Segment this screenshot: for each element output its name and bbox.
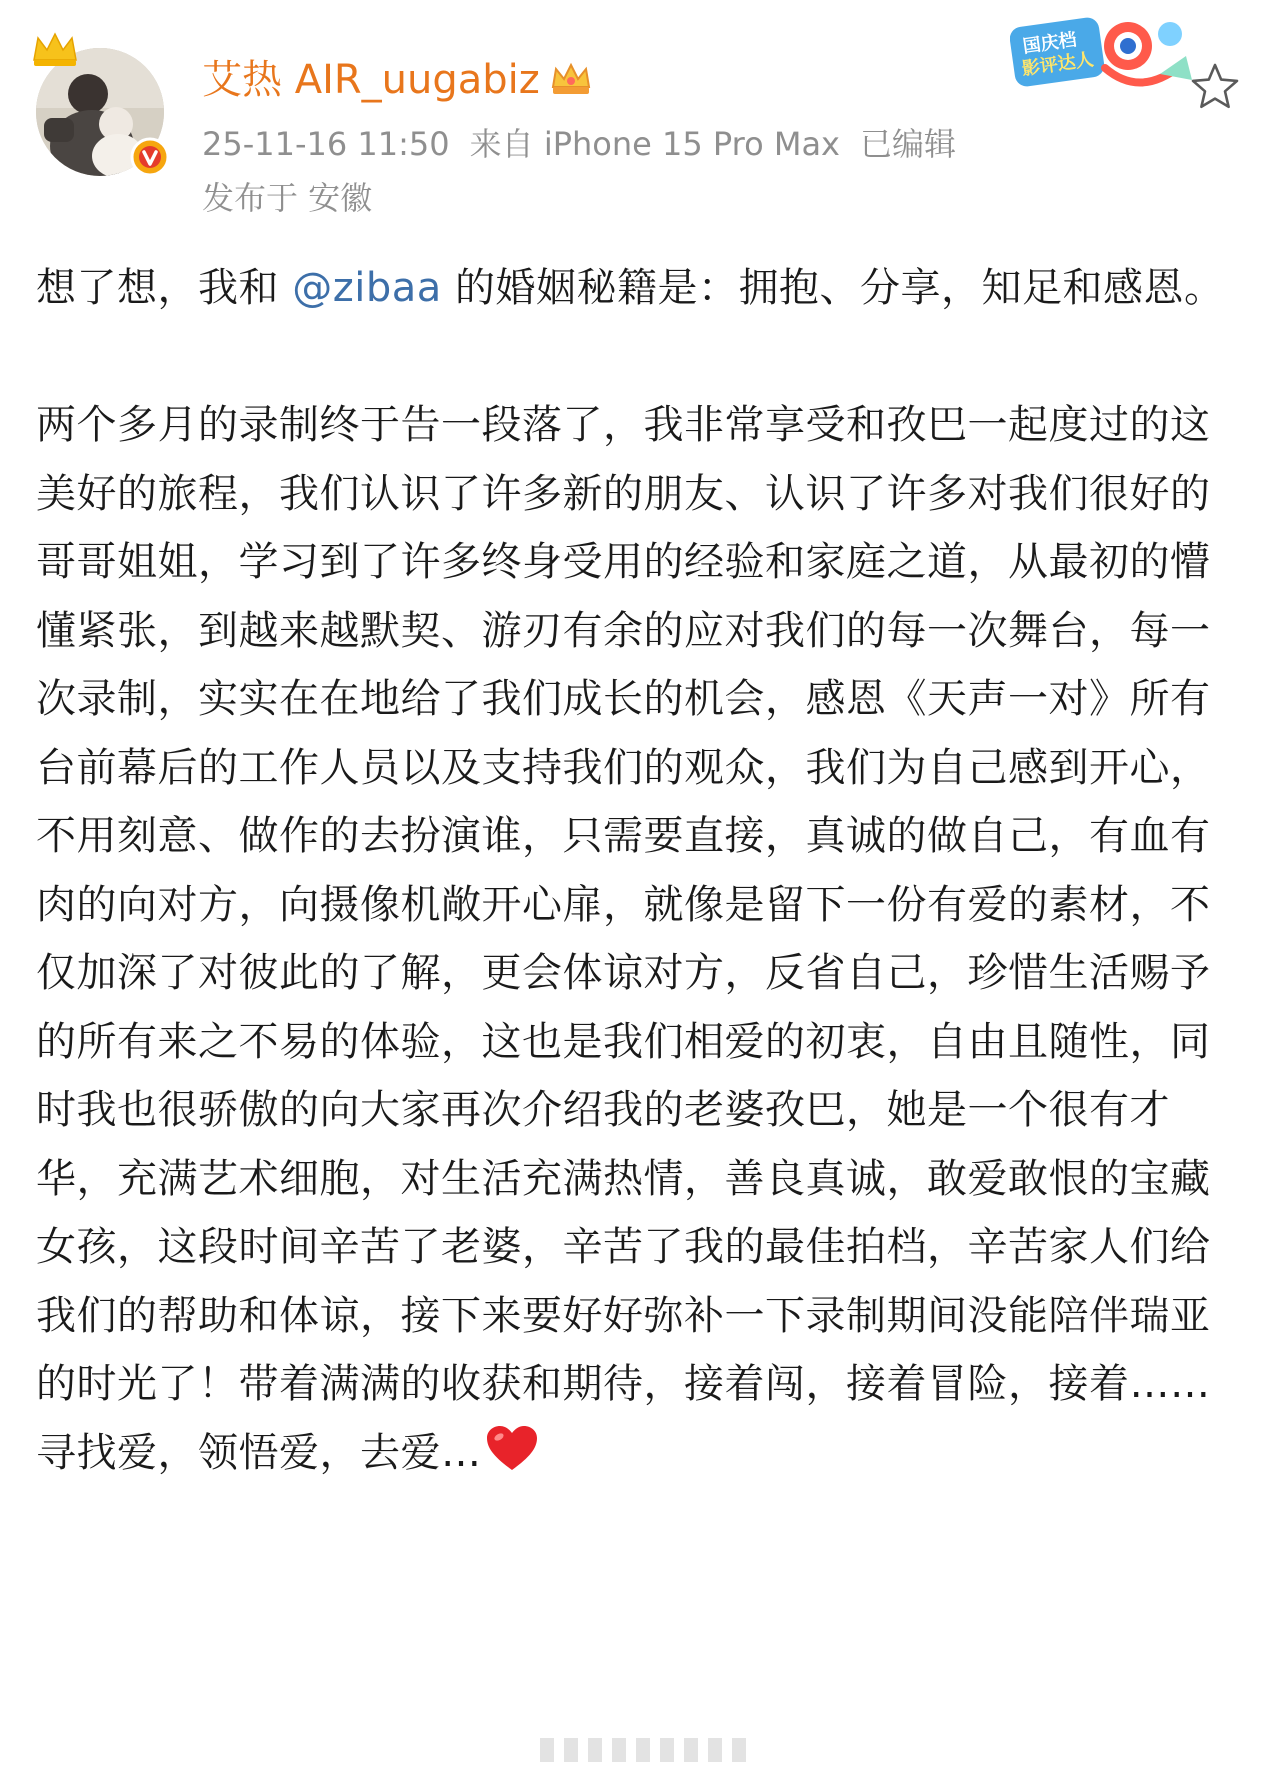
mention-link[interactable]: @zibaa xyxy=(292,265,442,311)
red-heart-icon xyxy=(484,1424,540,1474)
vip-crown-icon xyxy=(548,59,594,99)
post-meta xyxy=(202,122,976,166)
badge-line2: 影评达人 xyxy=(1020,49,1095,80)
star-outline-icon[interactable] xyxy=(1188,60,1242,114)
post-paragraph-2 xyxy=(36,391,1246,1487)
paragraph-1-rest: 的婚姻秘籍是：拥抱、分享，知足和感恩。 xyxy=(441,265,1225,311)
author-name-text[interactable]: 艾热 AIR_uugabiz xyxy=(202,57,540,103)
post-paragraph-1 xyxy=(36,254,1246,323)
author-name[interactable] xyxy=(202,56,594,104)
paragraph-1-lead: 想了想，我和 xyxy=(36,265,293,311)
post-source: 来自 iPhone 15 Pro Max xyxy=(469,125,840,163)
verified-v-badge-icon xyxy=(130,137,170,177)
crown-icon xyxy=(30,30,80,70)
post-edited-label[interactable]: 已编辑 xyxy=(860,125,957,163)
post-location: 发布于 安徽 xyxy=(202,179,373,217)
badge-line1: 国庆档 xyxy=(1021,29,1078,58)
image-watermark xyxy=(540,1738,780,1762)
post-timestamp: 25-11-16 11:50 xyxy=(202,125,450,163)
post-body xyxy=(36,254,1246,1487)
post-header xyxy=(0,0,1279,230)
paragraph-spacer xyxy=(36,323,1246,392)
author-avatar-container[interactable] xyxy=(30,30,170,180)
film-critic-badge-icon[interactable] xyxy=(1010,8,1196,98)
paragraph-2-text: 两个多月的录制终于告一段落了，我非常享受和孜巴一起度过的这美好的旅程，我们认识了许多新的朋友、认识了许多对我们很好的哥哥姐姐，学习到了许多终身受用的经验和家庭之道，从最初的懵懂紧张，到越来越默契、游刃有余的应对我们的每一次舞台，每一次录制，实实在在地给了我们成长的机会，感恩《天声一对》所有台前幕后的工作人员以及支持我们的观众，我们为自己感到开心，不用刻意、做作的去扮演谁，只需要直接，真诚的做自己，有血有肉的向对方，向摄像机敞开心扉，就像是留下一份有爱的素材，不仅加深了对彼此的了解，更会体谅对方，反省自己，珍惜生活赐予的所有来之不易的体验，这也是我们相爱的初衷，自由且随性，同时我也很骄傲的向大家再次介绍我的老婆孜巴，她是一个很有才华，充满艺术细胞，对生活充满热情，善良真诚，敢爱敢恨的宝藏女孩，这段时间辛苦了老婆，辛苦了我的最佳拍档，辛苦家人们给我们的帮助和体谅，接下来要好好弥补一下录制期间没能陪伴瑞亚的时光了！带着满满的收获和期待，接着闯，接着冒险，接着……寻找爱，领悟爱，去爱… xyxy=(36,402,1211,1476)
